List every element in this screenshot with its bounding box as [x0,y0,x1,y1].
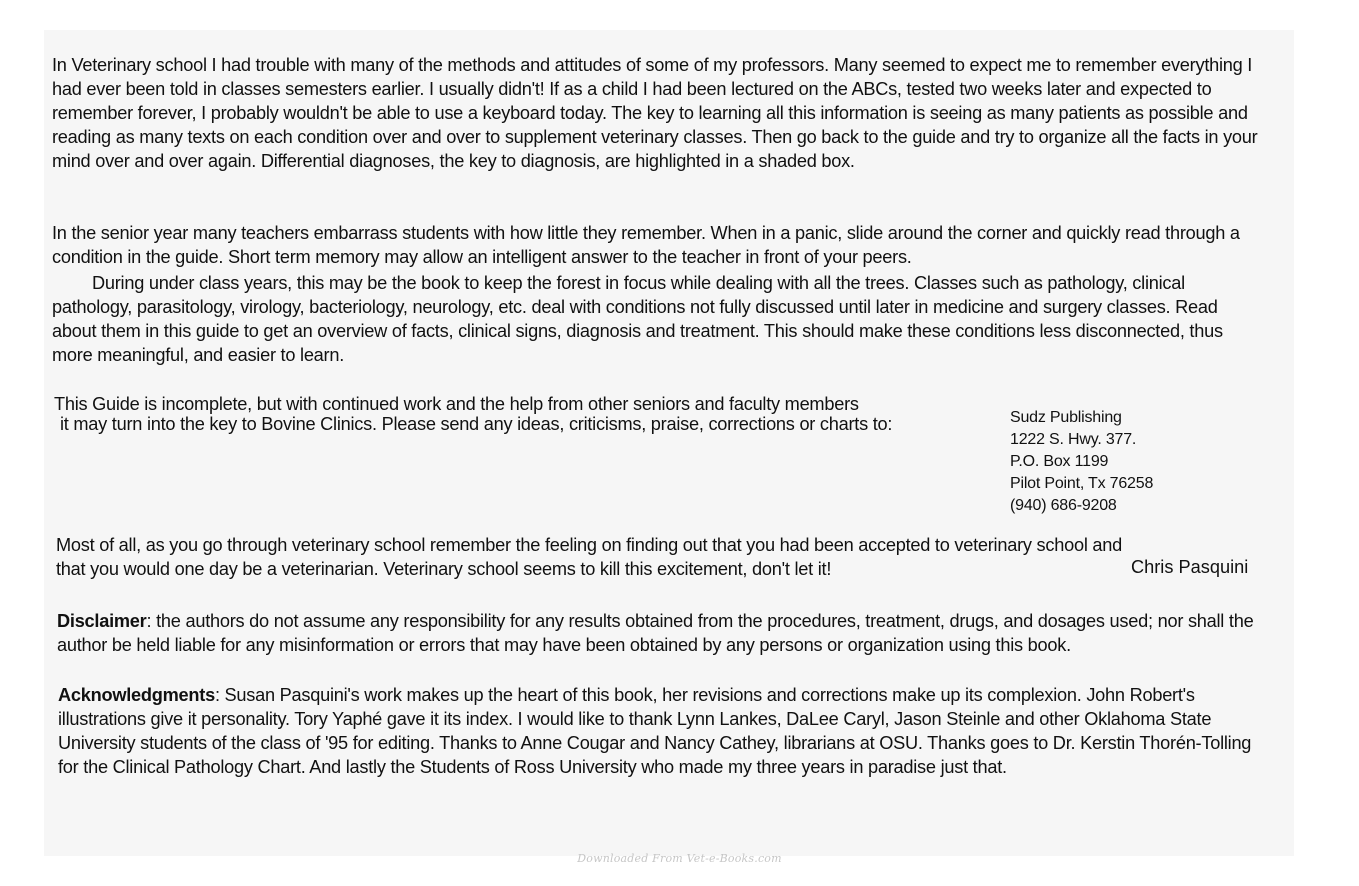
paragraph-under-class: During under class years, this may be the book to keep the forest in focus while dealing with all the trees. Classes such as pathology, clinical pathology, parasitology, virology, bacteriology, neurology, etc. deal with conditions not fully discussed until later in medicine and surgery classes. Read about them in this guide to get an overview of facts, clinical signs, diagnosis and treatment. This should make these conditions less disconnected, thus more meaningful, and easier to learn. [52,273,1223,365]
acknowledgments-label: Acknowledgments [58,685,215,705]
disclaimer-label: Disclaimer [57,611,147,631]
paragraph-acknowledgments [58,683,1264,779]
signature: Chris Pasquini [1131,557,1249,577]
paragraph-incomplete-line2: it may turn into the key to Bovine Clinics. Please send any ideas, criticisms, praise, corrections or charts to: [60,414,893,434]
acknowledgments-text: : Susan Pasquini's work makes up the heart of this book, her revisions and corrections make up its complexion. John Robert's illustrations give it personality. Tory Yaphé gave it its index. I would like to thank Lynn Lankes, DaLee Caryl, Jason Steinle and other Oklahoma State University students of the class of '95 for editing. Thanks to Anne Cougar and Nancy Cathey, librarians at OSU. Thanks goes to Dr. Kerstin Thorén-Tolling for the Clinical Pathology Chart. And lastly the Students of Ross University who made my three years in paradise just that. [58,685,1252,777]
paragraph-incomplete-line1: This Guide is incomplete, but with continued work and the help from other seniors and faculty members [54,394,859,414]
address-po-box: P.O. Box 1199 [1010,453,1109,470]
address-city: Pilot Point, Tx 76258 [1010,475,1154,492]
address-name: Sudz Publishing [1010,409,1122,426]
disclaimer-text: : the authors do not assume any responsibility for any results obtained from the procedures, treatment, drugs, and dosages used; nor shall the author be held liable for any misinformation or errors that may have been obtained by any persons or organization using this book. [57,611,1254,655]
paragraph-disclaimer [57,609,1264,657]
paragraph-senior-year: In the senior year many teachers embarrass students with how little they remember. When in a panic, slide around the corner and quickly read through a condition in the guide. Short term memory may allow an intelligent answer to the teacher in front of your peers. [52,223,1240,267]
address-street: 1222 S. Hwy. 377. [1010,431,1137,448]
address-phone: (940) 686-9208 [1010,497,1117,514]
watermark: Downloaded From Vet-e-Books.com [577,852,782,865]
mailing-address [1010,407,1153,517]
paragraph-most-of-all: Most of all, as you go through veterinary school remember the feeling on finding out that you had been accepted to veterinary school and that you would one day be a veterinarian. Veterinary school seems to kill this excitement, don't let it! [56,535,1123,579]
paragraph-vet-school: In Veterinary school I had trouble with many of the methods and attitudes of some of my professors. Many seemed to expect me to remember everything I had ever been told in classes semesters earlier. I usually didn't! If as a child I had been lectured on the ABCs, tested two weeks later and expected to remember forever, I probably wouldn't be able to use a keyboard today. The key to learning all this information is seeing as many patients as possible and reading as many texts on each condition over and over to supplement veterinary classes. Then go back to the guide and try to organize all the facts in your mind over and over again. Differential diagnoses, the key to diagnosis, are highlighted in a shaded box. [52,55,1258,171]
